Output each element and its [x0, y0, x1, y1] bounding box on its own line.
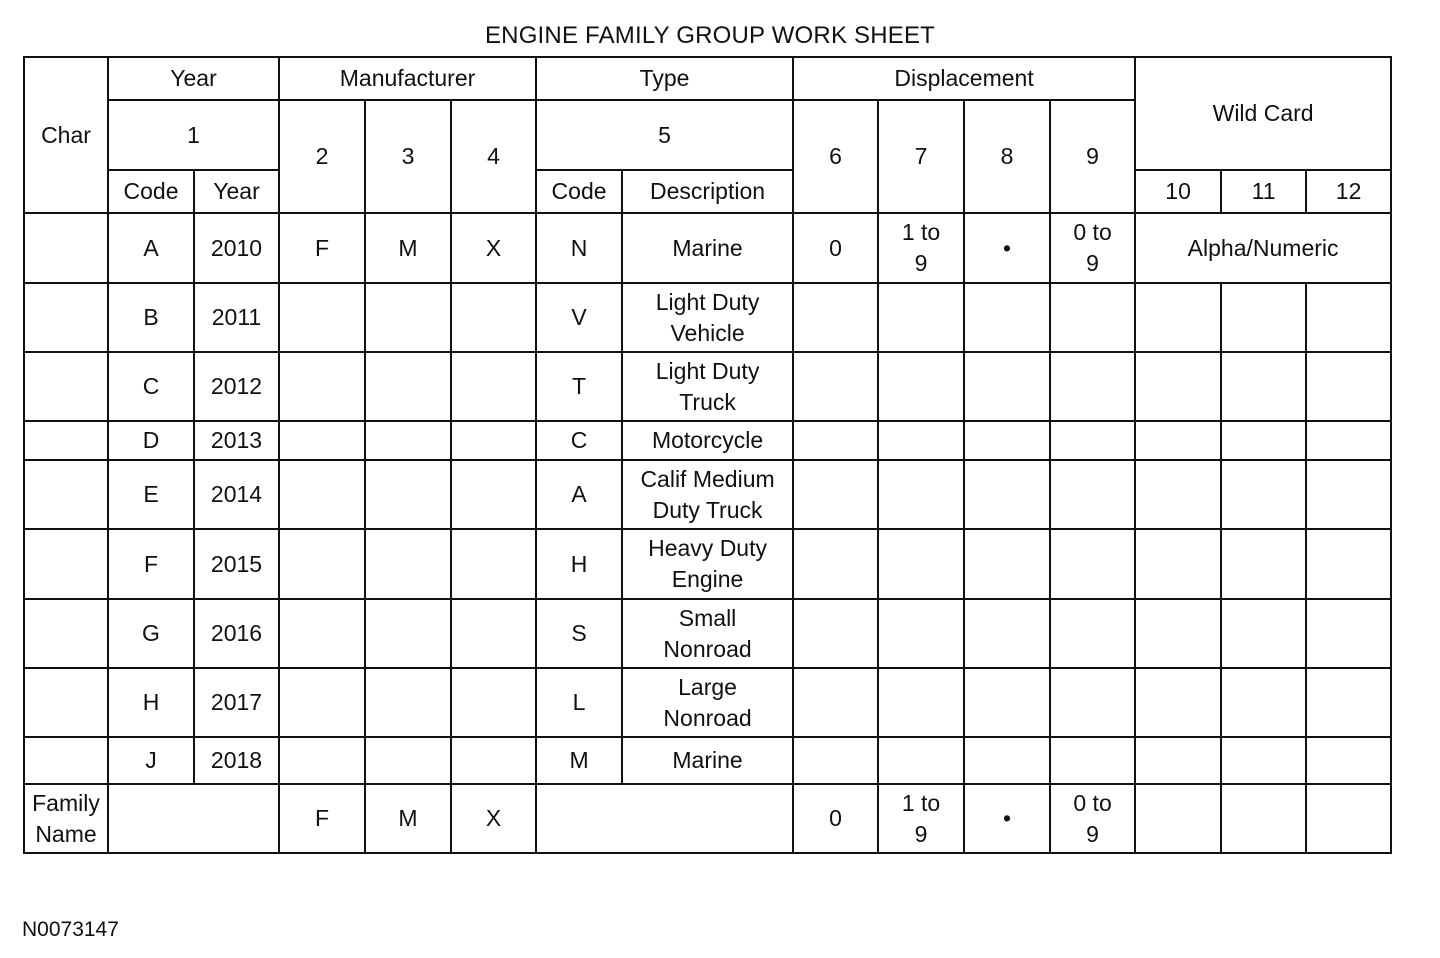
wild-card-11-cell	[1221, 283, 1306, 352]
position-8-header: 8	[964, 100, 1050, 213]
type-code-header: Code	[536, 170, 622, 213]
position-1-header: 1	[108, 100, 279, 170]
displacement-6-cell	[793, 283, 878, 352]
displacement-9-cell	[1050, 668, 1135, 737]
description-line2: Nonroad	[663, 704, 752, 731]
position-7-header: 7	[878, 100, 964, 213]
displacement-6-cell: 0	[793, 213, 878, 283]
type-description-cell	[622, 529, 793, 599]
displacement-9-cell	[1050, 352, 1135, 421]
family-displacement-7-cell	[878, 784, 964, 853]
manufacturer-3-cell	[365, 283, 451, 352]
description-header: Description	[622, 170, 793, 213]
family-manufacturer-2-cell: F	[279, 784, 365, 853]
table-row	[24, 213, 1391, 283]
column-header-row	[24, 170, 1391, 213]
position-2-header: 2	[279, 100, 365, 213]
year-cell: 2012	[194, 352, 279, 421]
wild-card-11-cell	[1221, 668, 1306, 737]
type-description-cell	[622, 599, 793, 668]
char-cell	[24, 460, 108, 529]
description-line2: Vehicle	[670, 319, 745, 346]
position-12-header: 12	[1306, 170, 1391, 213]
displacement-6-cell	[793, 668, 878, 737]
family-manufacturer-4-cell: X	[451, 784, 536, 853]
year-code-cell: D	[108, 421, 194, 460]
char-cell	[24, 599, 108, 668]
wild-card-12-cell	[1306, 421, 1391, 460]
year-cell: 2014	[194, 460, 279, 529]
displacement-8-cell	[964, 529, 1050, 599]
manufacturer-2-cell	[279, 529, 365, 599]
char-cell	[24, 421, 108, 460]
manufacturer-group-header: Manufacturer	[279, 57, 536, 100]
displacement-6-cell	[793, 460, 878, 529]
wild-card-11-cell	[1221, 737, 1306, 784]
displacement-6-cell	[793, 529, 878, 599]
manufacturer-3-cell	[365, 352, 451, 421]
family-name-row	[24, 784, 1391, 853]
manufacturer-2-cell	[279, 421, 365, 460]
year-cell: 2017	[194, 668, 279, 737]
family-type-cell	[536, 784, 793, 853]
displacement-6-cell	[793, 421, 878, 460]
char-header: Char	[24, 57, 108, 213]
family-name-label-line1: Family	[32, 789, 100, 816]
table-row	[24, 737, 1391, 784]
position-9-header: 9	[1050, 100, 1135, 213]
year-code-cell: F	[108, 529, 194, 599]
manufacturer-3-cell: M	[365, 213, 451, 283]
displacement-9-cell	[1050, 460, 1135, 529]
type-code-cell: C	[536, 421, 622, 460]
year-code-header: Code	[108, 170, 194, 213]
year-code-cell: B	[108, 283, 194, 352]
manufacturer-3-cell	[365, 460, 451, 529]
displacement-8-cell	[964, 283, 1050, 352]
wild-card-10-cell	[1135, 460, 1221, 529]
family-name-label-line2: Name	[35, 820, 97, 847]
family-year-cell	[108, 784, 279, 853]
wild-card-11-cell	[1221, 421, 1306, 460]
wild-card-12-cell	[1306, 668, 1391, 737]
displacement-7-line1: 1 to	[901, 219, 941, 245]
manufacturer-3-cell	[365, 421, 451, 460]
wild-card-10-cell	[1135, 283, 1221, 352]
figure-id: N0073147	[22, 918, 119, 941]
char-cell	[24, 668, 108, 737]
wild-card-10-cell	[1135, 421, 1221, 460]
displacement-8-cell	[964, 421, 1050, 460]
manufacturer-2-cell	[279, 283, 365, 352]
table-row	[24, 352, 1391, 421]
table-row	[24, 599, 1391, 668]
displacement-8-cell	[964, 599, 1050, 668]
displacement-9-cell	[1050, 213, 1135, 283]
family-displacement-9-line1: 0 to	[1073, 789, 1112, 816]
year-cell: 2010	[194, 213, 279, 283]
position-11-header: 11	[1221, 170, 1306, 213]
group-header-row	[24, 57, 1391, 100]
displacement-group-header: Displacement	[793, 57, 1135, 100]
displacement-7-cell	[878, 352, 964, 421]
type-code-cell: N	[536, 213, 622, 283]
description-line1: Small	[678, 604, 737, 631]
manufacturer-4-cell	[451, 283, 536, 352]
manufacturer-4-cell	[451, 529, 536, 599]
displacement-8-cell	[964, 737, 1050, 784]
description-line1: Heavy Duty	[648, 535, 767, 561]
year-code-cell: G	[108, 599, 194, 668]
wild-card-12-cell	[1306, 460, 1391, 529]
displacement-7-cell	[878, 529, 964, 599]
wild-card-12-cell	[1306, 529, 1391, 599]
type-code-cell: T	[536, 352, 622, 421]
type-description-cell	[622, 668, 793, 737]
year-code-cell: E	[108, 460, 194, 529]
manufacturer-4-cell: X	[451, 213, 536, 283]
displacement-7-cell	[878, 421, 964, 460]
manufacturer-4-cell	[451, 668, 536, 737]
displacement-8-cell: •	[964, 213, 1050, 283]
char-cell	[24, 213, 108, 283]
family-displacement-7-line2: 9	[914, 820, 928, 847]
year-cell: 2015	[194, 529, 279, 599]
manufacturer-2-cell	[279, 352, 365, 421]
wild-card-12-cell	[1306, 737, 1391, 784]
table-row	[24, 529, 1391, 599]
type-code-cell: L	[536, 668, 622, 737]
displacement-7-line2: 9	[914, 250, 928, 276]
worksheet-title: ENGINE FAMILY GROUP WORK SHEET	[484, 22, 936, 49]
manufacturer-3-cell	[365, 737, 451, 784]
description-line1: Light Duty	[655, 288, 760, 315]
wild-card-12-cell	[1306, 352, 1391, 421]
description-line2: Duty Truck	[652, 496, 763, 523]
position-6-header: 6	[793, 100, 878, 213]
wild-card-10-cell	[1135, 599, 1221, 668]
displacement-9-cell	[1050, 737, 1135, 784]
displacement-8-cell	[964, 352, 1050, 421]
wild-card-10-cell	[1135, 737, 1221, 784]
displacement-7-cell	[878, 599, 964, 668]
type-code-cell: A	[536, 460, 622, 529]
manufacturer-2-cell	[279, 599, 365, 668]
family-displacement-8-cell: •	[964, 784, 1050, 853]
displacement-7-cell	[878, 737, 964, 784]
displacement-7-cell	[878, 668, 964, 737]
type-description-cell: Motorcycle	[622, 421, 793, 460]
displacement-7-cell	[878, 460, 964, 529]
displacement-9-cell	[1050, 283, 1135, 352]
type-description-cell	[622, 460, 793, 529]
family-manufacturer-3-cell: M	[365, 784, 451, 853]
description-line2: Nonroad	[663, 635, 752, 662]
year-group-header: Year	[108, 57, 279, 100]
type-description-cell: Marine	[622, 737, 793, 784]
position-10-header: 10	[1135, 170, 1221, 213]
wild-card-11-cell	[1221, 460, 1306, 529]
manufacturer-3-cell	[365, 599, 451, 668]
manufacturer-2-cell	[279, 737, 365, 784]
type-group-header: Type	[536, 57, 793, 100]
year-cell: 2013	[194, 421, 279, 460]
wild-card-12-cell	[1306, 599, 1391, 668]
table-row	[24, 421, 1391, 460]
char-cell	[24, 737, 108, 784]
description-line2: Truck	[679, 388, 736, 415]
family-wild-card-11-cell	[1221, 784, 1306, 853]
manufacturer-2-cell	[279, 668, 365, 737]
type-code-cell: V	[536, 283, 622, 352]
wild-card-10-cell	[1135, 352, 1221, 421]
manufacturer-4-cell	[451, 599, 536, 668]
wild-card-12-cell	[1306, 283, 1391, 352]
wild-card-11-cell	[1221, 529, 1306, 599]
manufacturer-4-cell	[451, 737, 536, 784]
displacement-9-line1: 0 to	[1073, 219, 1112, 245]
description-line2: Engine	[671, 566, 744, 592]
manufacturer-4-cell	[451, 421, 536, 460]
family-displacement-9-line2: 9	[1086, 820, 1099, 847]
manufacturer-4-cell	[451, 352, 536, 421]
family-displacement-6-cell: 0	[793, 784, 878, 853]
wild-card-11-cell	[1221, 352, 1306, 421]
description-line1: Large	[678, 673, 737, 700]
family-displacement-9-cell	[1050, 784, 1135, 853]
year-code-cell: J	[108, 737, 194, 784]
family-name-label	[24, 784, 108, 853]
table-row	[24, 668, 1391, 737]
position-3-header: 3	[365, 100, 451, 213]
type-code-cell: M	[536, 737, 622, 784]
displacement-9-cell	[1050, 529, 1135, 599]
type-code-cell: S	[536, 599, 622, 668]
type-description-cell	[622, 352, 793, 421]
wild-card-10-cell	[1135, 668, 1221, 737]
family-displacement-7-line1: 1 to	[901, 789, 941, 816]
type-description-cell: Marine	[622, 213, 793, 283]
year-code-cell: C	[108, 352, 194, 421]
year-cell: 2018	[194, 737, 279, 784]
displacement-7-cell	[878, 283, 964, 352]
engine-family-table	[23, 56, 1392, 854]
displacement-6-cell	[793, 737, 878, 784]
char-cell	[24, 283, 108, 352]
char-cell	[24, 529, 108, 599]
displacement-6-cell	[793, 599, 878, 668]
table-row	[24, 283, 1391, 352]
displacement-9-cell	[1050, 599, 1135, 668]
type-code-cell: H	[536, 529, 622, 599]
description-line1: Calif Medium	[640, 465, 775, 492]
year-column-header: Year	[194, 170, 279, 213]
displacement-9-line2: 9	[1086, 250, 1099, 276]
char-cell	[24, 352, 108, 421]
displacement-7-cell	[878, 213, 964, 283]
position-4-header: 4	[451, 100, 536, 213]
description-line1: Light Duty	[655, 357, 760, 384]
displacement-6-cell	[793, 352, 878, 421]
displacement-8-cell	[964, 668, 1050, 737]
year-code-cell: A	[108, 213, 194, 283]
family-wild-card-12-cell	[1306, 784, 1391, 853]
manufacturer-3-cell	[365, 668, 451, 737]
year-cell: 2011	[194, 283, 279, 352]
displacement-9-cell	[1050, 421, 1135, 460]
manufacturer-2-cell: F	[279, 213, 365, 283]
manufacturer-3-cell	[365, 529, 451, 599]
wild-card-value: Alpha/Numeric	[1135, 213, 1391, 283]
wild-card-header: Wild Card	[1135, 57, 1391, 170]
wild-card-10-cell	[1135, 529, 1221, 599]
year-cell: 2016	[194, 599, 279, 668]
family-wild-card-10-cell	[1135, 784, 1221, 853]
table-row	[24, 460, 1391, 529]
type-description-cell	[622, 283, 793, 352]
year-code-cell: H	[108, 668, 194, 737]
manufacturer-2-cell	[279, 460, 365, 529]
manufacturer-4-cell	[451, 460, 536, 529]
wild-card-11-cell	[1221, 599, 1306, 668]
displacement-8-cell	[964, 460, 1050, 529]
position-5-header: 5	[536, 100, 793, 170]
